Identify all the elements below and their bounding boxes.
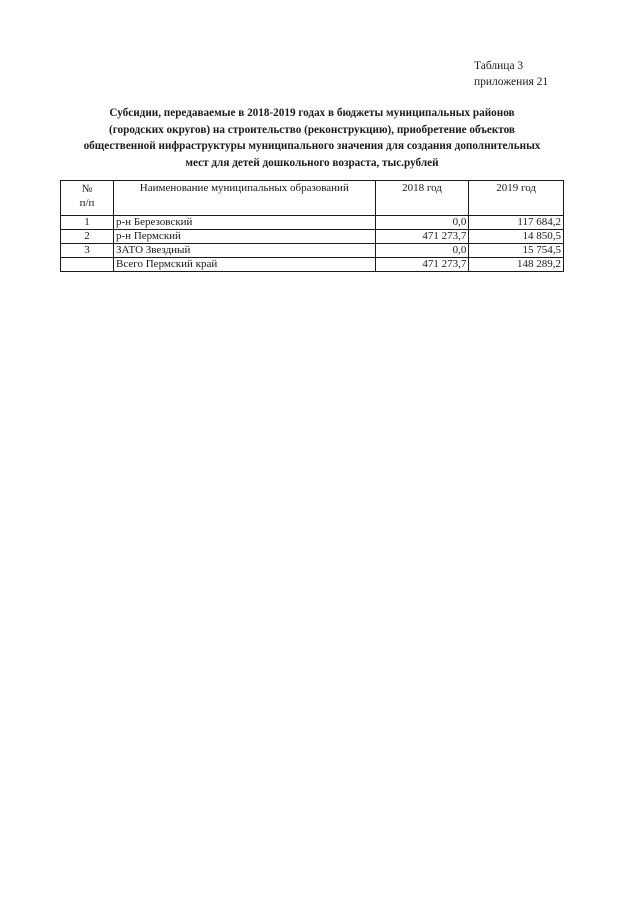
table-reference <box>474 58 548 90</box>
row-value-2019: 15 754,5 <box>469 244 564 258</box>
header-year-2018: 2018 год <box>375 181 469 216</box>
table-row <box>61 216 564 230</box>
row-value-2019: 148 289,2 <box>469 258 564 272</box>
table-row <box>61 244 564 258</box>
row-number: 1 <box>61 216 114 230</box>
document-title <box>60 105 564 171</box>
row-value-2018: 0,0 <box>375 216 469 230</box>
row-number <box>61 258 114 272</box>
row-value-2018: 471 273,7 <box>375 230 469 244</box>
row-municipality: Всего Пермский край <box>114 258 376 272</box>
header-number-abbr: п/п <box>79 197 95 209</box>
row-municipality: р-н Березовский <box>114 216 376 230</box>
table-header-row <box>61 181 564 216</box>
header-number <box>61 181 114 216</box>
appendix-number: приложения 21 <box>474 76 549 88</box>
header-year-2019: 2019 год <box>469 181 564 216</box>
row-number: 2 <box>61 230 114 244</box>
header-number-symbol: № <box>81 183 93 195</box>
header-municipality: Наименование муниципальных образований <box>114 181 376 216</box>
row-municipality: ЗАТО Звездный <box>114 244 376 258</box>
row-number: 3 <box>61 244 114 258</box>
table-row <box>61 230 564 244</box>
row-value-2018: 471 273,7 <box>375 258 469 272</box>
row-value-2019: 14 850,5 <box>469 230 564 244</box>
title-line: мест для детей дошкольного возраста, тыс.рублей <box>185 156 439 169</box>
subsidies-table <box>60 180 564 272</box>
title-line: Субсидии, передаваемые в 2018-2019 годах в бюджеты муниципальных районов <box>109 107 515 119</box>
title-line: (городских округов) на строительство (реконструкцию), приобретение объектов <box>109 123 515 136</box>
table-number: Таблица 3 <box>474 60 524 72</box>
row-value-2018: 0,0 <box>375 244 469 258</box>
row-value-2019: 117 684,2 <box>469 216 564 230</box>
row-municipality: р-н Пермский <box>114 230 376 244</box>
table-total-row <box>61 258 564 272</box>
title-line: общественной инфраструктуры муниципального значения для создания дополнительных <box>83 140 541 152</box>
